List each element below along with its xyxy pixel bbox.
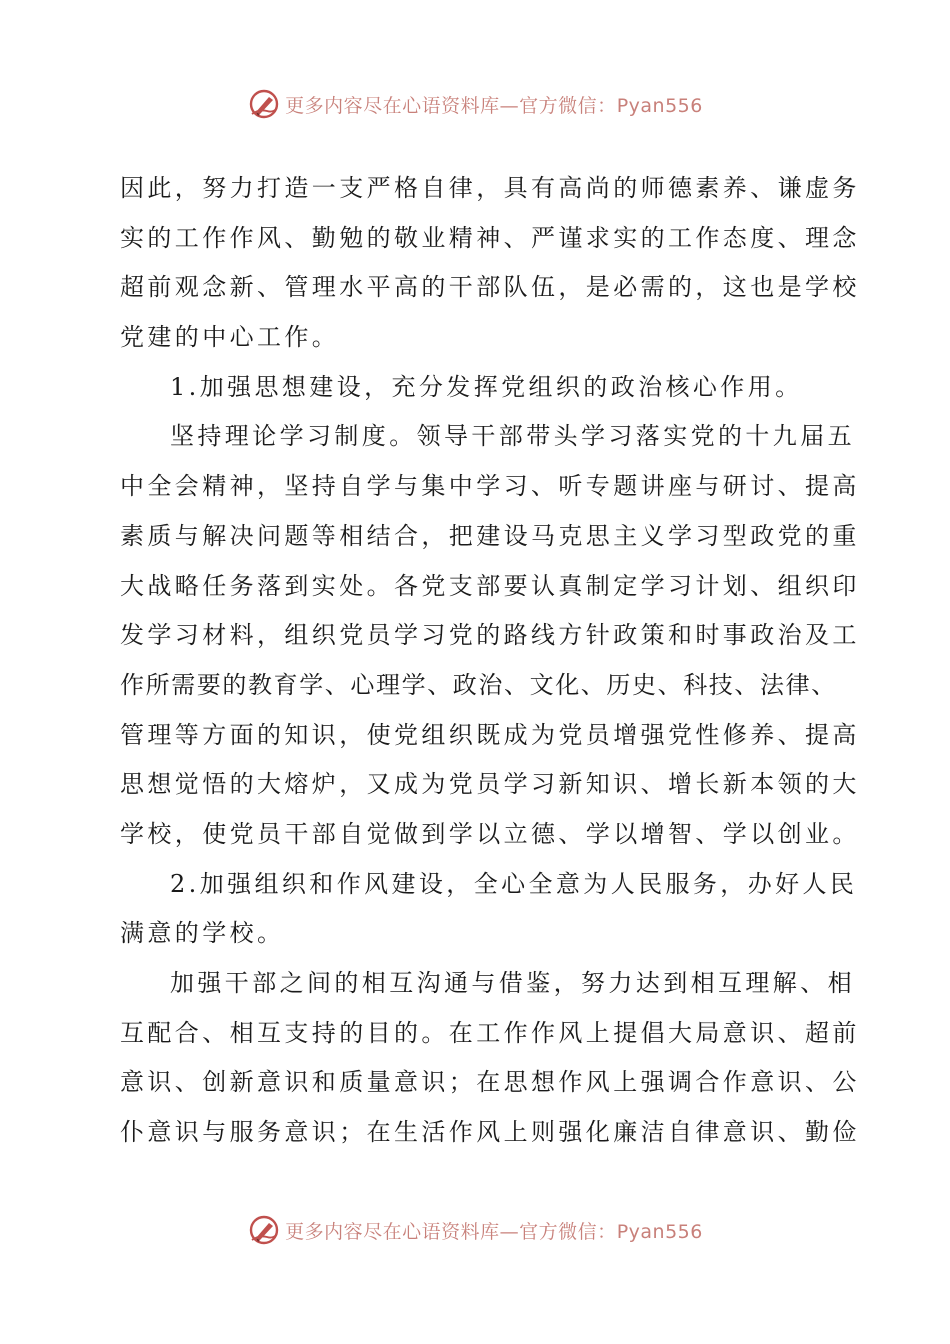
text-line: 加强干部之间的相互沟通与借鉴，努力达到相互理解、相 <box>170 969 855 997</box>
pen-logo-icon <box>247 87 281 121</box>
text-line: 满意的学校。 <box>120 919 285 948</box>
text-line: 意识、创新意识和质量意识；在思想作风上强调合作意识、公 <box>120 1068 860 1097</box>
section-heading-2: 2.加强组织和作风建设，全心全意为人民服务，办好人民 <box>170 869 858 898</box>
text-line: 思想觉悟的大熔炉，又成为党员学习新知识、增长新本领的大 <box>120 770 860 799</box>
banner-text: 更多内容尽在心语资料库—官方微信：Pyan556 <box>285 94 703 117</box>
text-line: 仆意识与服务意识；在生活作风上则强化廉洁自律意识、勤俭 <box>120 1118 860 1147</box>
text-line: 坚持理论学习制度。领导干部带头学习落实党的十九届五 <box>170 422 855 451</box>
pen-logo-icon <box>247 1213 281 1247</box>
banner-text: 更多内容尽在心语资料库—官方微信：Pyan556 <box>285 1220 703 1243</box>
text-line: 超前观念新、管理水平高的干部队伍，是必需的，这也是学校 <box>120 273 860 302</box>
header-banner <box>0 84 950 124</box>
wechat-id: Pyan556 <box>616 1220 703 1243</box>
text-line: 互配合、相互支持的目的。在工作作风上提倡大局意识、超前 <box>120 1018 860 1047</box>
text-line: 作所需要的教育学、心理学、政治、文化、历史、科技、法律、 <box>120 670 837 699</box>
section-heading-1: 1.加强思想建设，充分发挥党组织的政治核心作用。 <box>170 372 803 401</box>
text-line: 实的工作作风、勤勉的敬业精神、严谨求实的工作态度、理念 <box>120 223 860 252</box>
text-line: 党建的中心工作。 <box>120 323 340 352</box>
text-line: 管理等方面的知识，使党组织既成为党员增强党性修养、提高 <box>120 720 860 749</box>
text-line: 素质与解决问题等相结合，把建设马克思主义学习型政党的重 <box>120 521 860 550</box>
wechat-id: Pyan556 <box>616 94 703 117</box>
document-body <box>120 164 860 1158</box>
text-line: 中全会精神，坚持自学与集中学习、听专题讲座与研讨、提高 <box>120 472 860 501</box>
text-line: 大战略任务落到实处。各党支部要认真制定学习计划、组织印 <box>120 571 860 600</box>
text-line: 发学习材料，组织党员学习党的路线方针政策和时事政治及工 <box>120 621 860 650</box>
footer-banner <box>0 1210 950 1250</box>
text-line: 因此，努力打造一支严格自律，具有高尚的师德素养、谦虚务 <box>120 174 860 202</box>
text-line: 学校，使党员干部自觉做到学以立德、学以增智、学以创业。 <box>120 819 860 848</box>
